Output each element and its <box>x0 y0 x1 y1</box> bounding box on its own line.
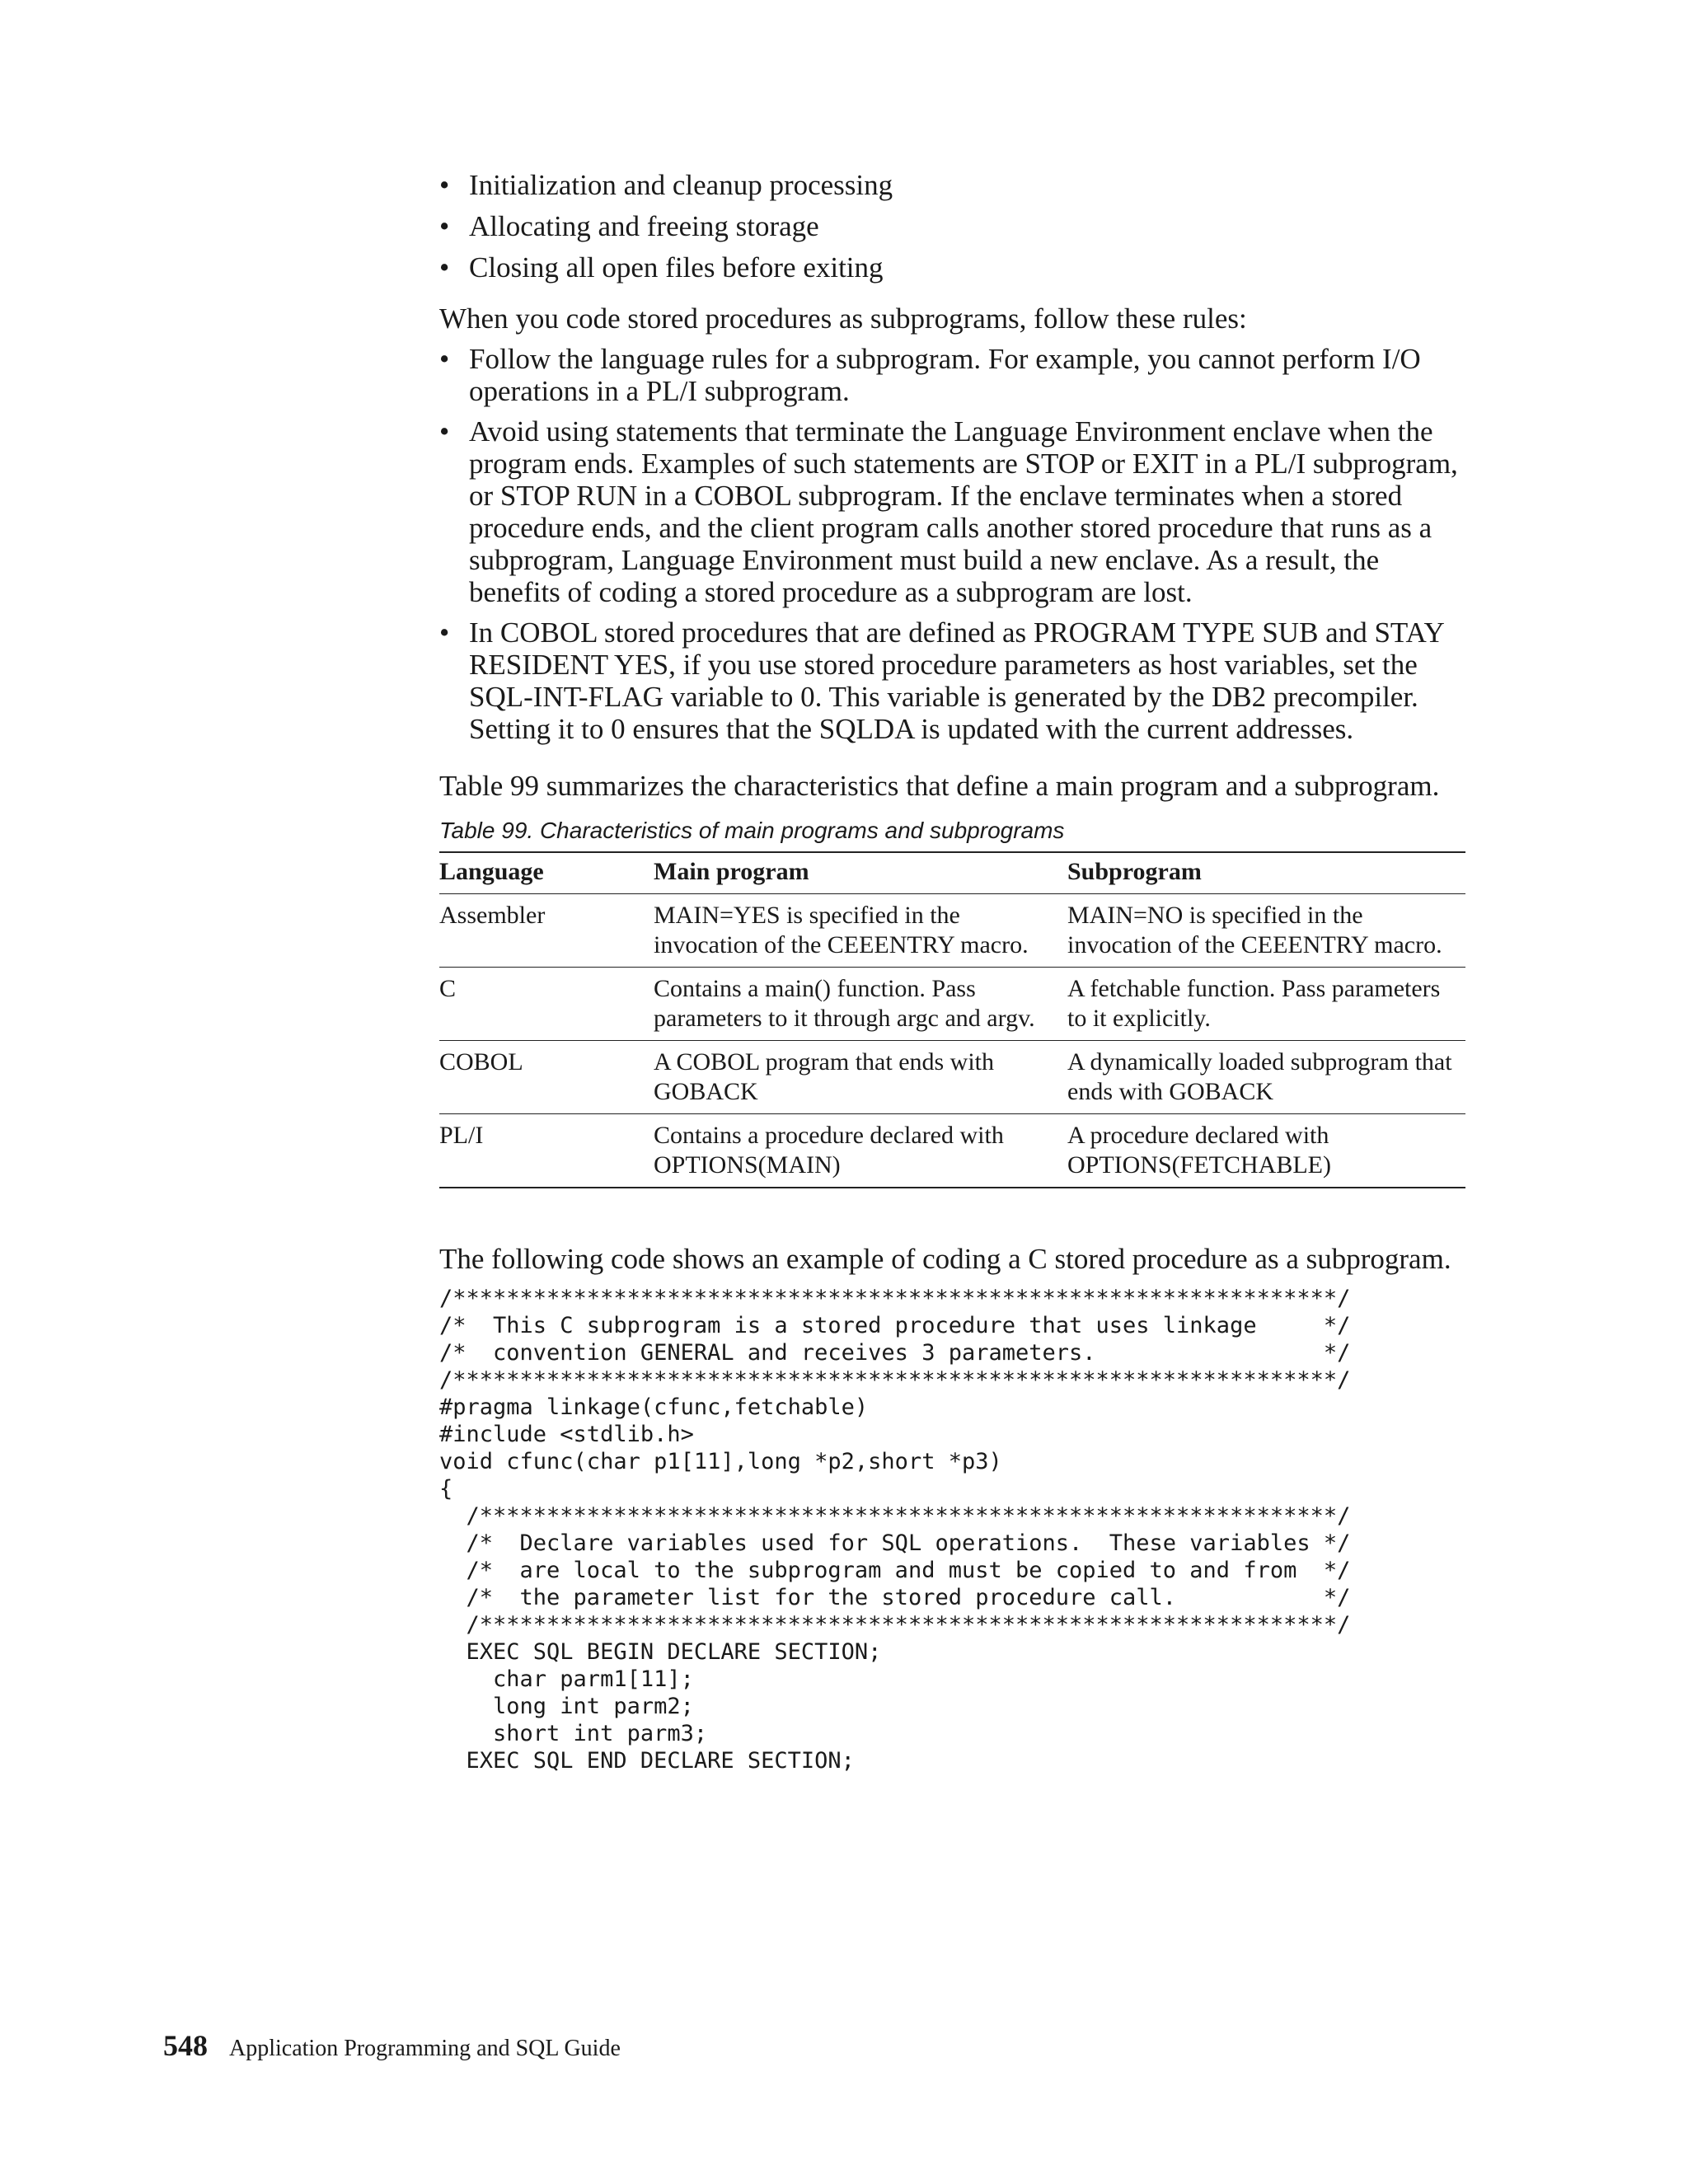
page-number: 548 <box>163 2029 208 2062</box>
column-header-subprogram: Subprogram <box>1067 852 1465 894</box>
list-item: • Follow the language rules for a subprogram. For example, you cannot perform I/O operations in a PL/I subprogram. <box>439 343 1465 407</box>
intro-bullet-list <box>439 169 1465 284</box>
list-item: • In COBOL stored procedures that are defined as PROGRAM TYPE SUB and STAY RESIDENT YES, if you use stored procedure parameters as host variables, set the SQL-INT-FLAG variable to 0. This variable is generated by the DB2 precompiler. Setting it to 0 ensures that the SQLDA is updated with the current addresses. <box>439 616 1465 745</box>
table-cell: MAIN=NO is specified in the invocation of the CEEENTRY macro. <box>1067 894 1465 968</box>
table-cell: Contains a main() function. Pass parameters to it through argc and argv. <box>654 968 1067 1041</box>
table-row <box>439 1114 1465 1188</box>
table-cell: Assembler <box>439 894 654 968</box>
page-footer <box>163 2028 621 2063</box>
column-header-language: Language <box>439 852 654 894</box>
table-row <box>439 894 1465 968</box>
book-title: Application Programming and SQL Guide <box>229 2036 621 2061</box>
table-cell: C <box>439 968 654 1041</box>
table-cell: MAIN=YES is specified in the invocation of the CEEENTRY macro. <box>654 894 1067 968</box>
list-item: • Closing all open files before exiting <box>439 251 1465 284</box>
table-cell: A procedure declared with OPTIONS(FETCHABLE) <box>1067 1114 1465 1188</box>
column-header-main-program: Main program <box>654 852 1067 894</box>
table-caption: Table 99. Characteristics of main programs and subprograms <box>439 818 1065 843</box>
table-cell: A COBOL program that ends with GOBACK <box>654 1041 1067 1114</box>
table-intro-paragraph: Table 99 summarizes the characteristics that define a main program and a subprogram. <box>439 770 1440 802</box>
rules-bullet-list <box>439 343 1465 745</box>
characteristics-table <box>439 851 1465 1188</box>
table-cell: COBOL <box>439 1041 654 1114</box>
code-intro-paragraph: The following code shows an example of coding a C stored procedure as a subprogram. <box>439 1243 1451 1275</box>
page-content <box>439 169 1465 1774</box>
list-item: • Allocating and freeing storage <box>439 210 1465 242</box>
table-cell: A fetchable function. Pass parameters to it explicitly. <box>1067 968 1465 1041</box>
table-cell: PL/I <box>439 1114 654 1188</box>
code-listing: /******************************************************************/ /* This C subprogram is a stored procedure that uses linkage */ /* convention GENERAL and receives 3 parameters. */ /******************************************************************/ #pragma linkage(cfunc,fetchable) #include <stdlib.h> void cfunc(char p1[11],long *p2,short *p3) { /****************************************************************/ /* Declare variables used for SQL operations. These variables */ /* are local to the subprogram and must be copied to and from */ /* the parameter list for the stored procedure call. */ /****************************************************************/ EXEC SQL BEGIN DECLARE SECTION; char parm1[11]; long int parm2; short int parm3; EXEC SQL END DECLARE SECTION; <box>439 1286 1351 1774</box>
table-cell: Contains a procedure declared with OPTIONS(MAIN) <box>654 1114 1067 1188</box>
table-row <box>439 968 1465 1041</box>
list-item: • Avoid using statements that terminate the Language Environment enclave when the program ends. Examples of such statements are STOP or EXIT in a PL/I subprogram, or STOP RUN in a COBOL subprogram. If the enclave terminates when a stored procedure ends, and the client program calls another stored procedure that runs as a subprogram, Language Environment must build a new enclave. As a result, the benefits of coding a stored procedure as a subprogram are lost. <box>439 415 1465 608</box>
list-item: • Initialization and cleanup processing <box>439 169 1465 201</box>
table-row <box>439 1041 1465 1114</box>
rules-intro-paragraph: When you code stored procedures as subprograms, follow these rules: <box>439 302 1247 335</box>
table-cell: A dynamically loaded subprogram that ends with GOBACK <box>1067 1041 1465 1114</box>
table-header-row <box>439 852 1465 894</box>
